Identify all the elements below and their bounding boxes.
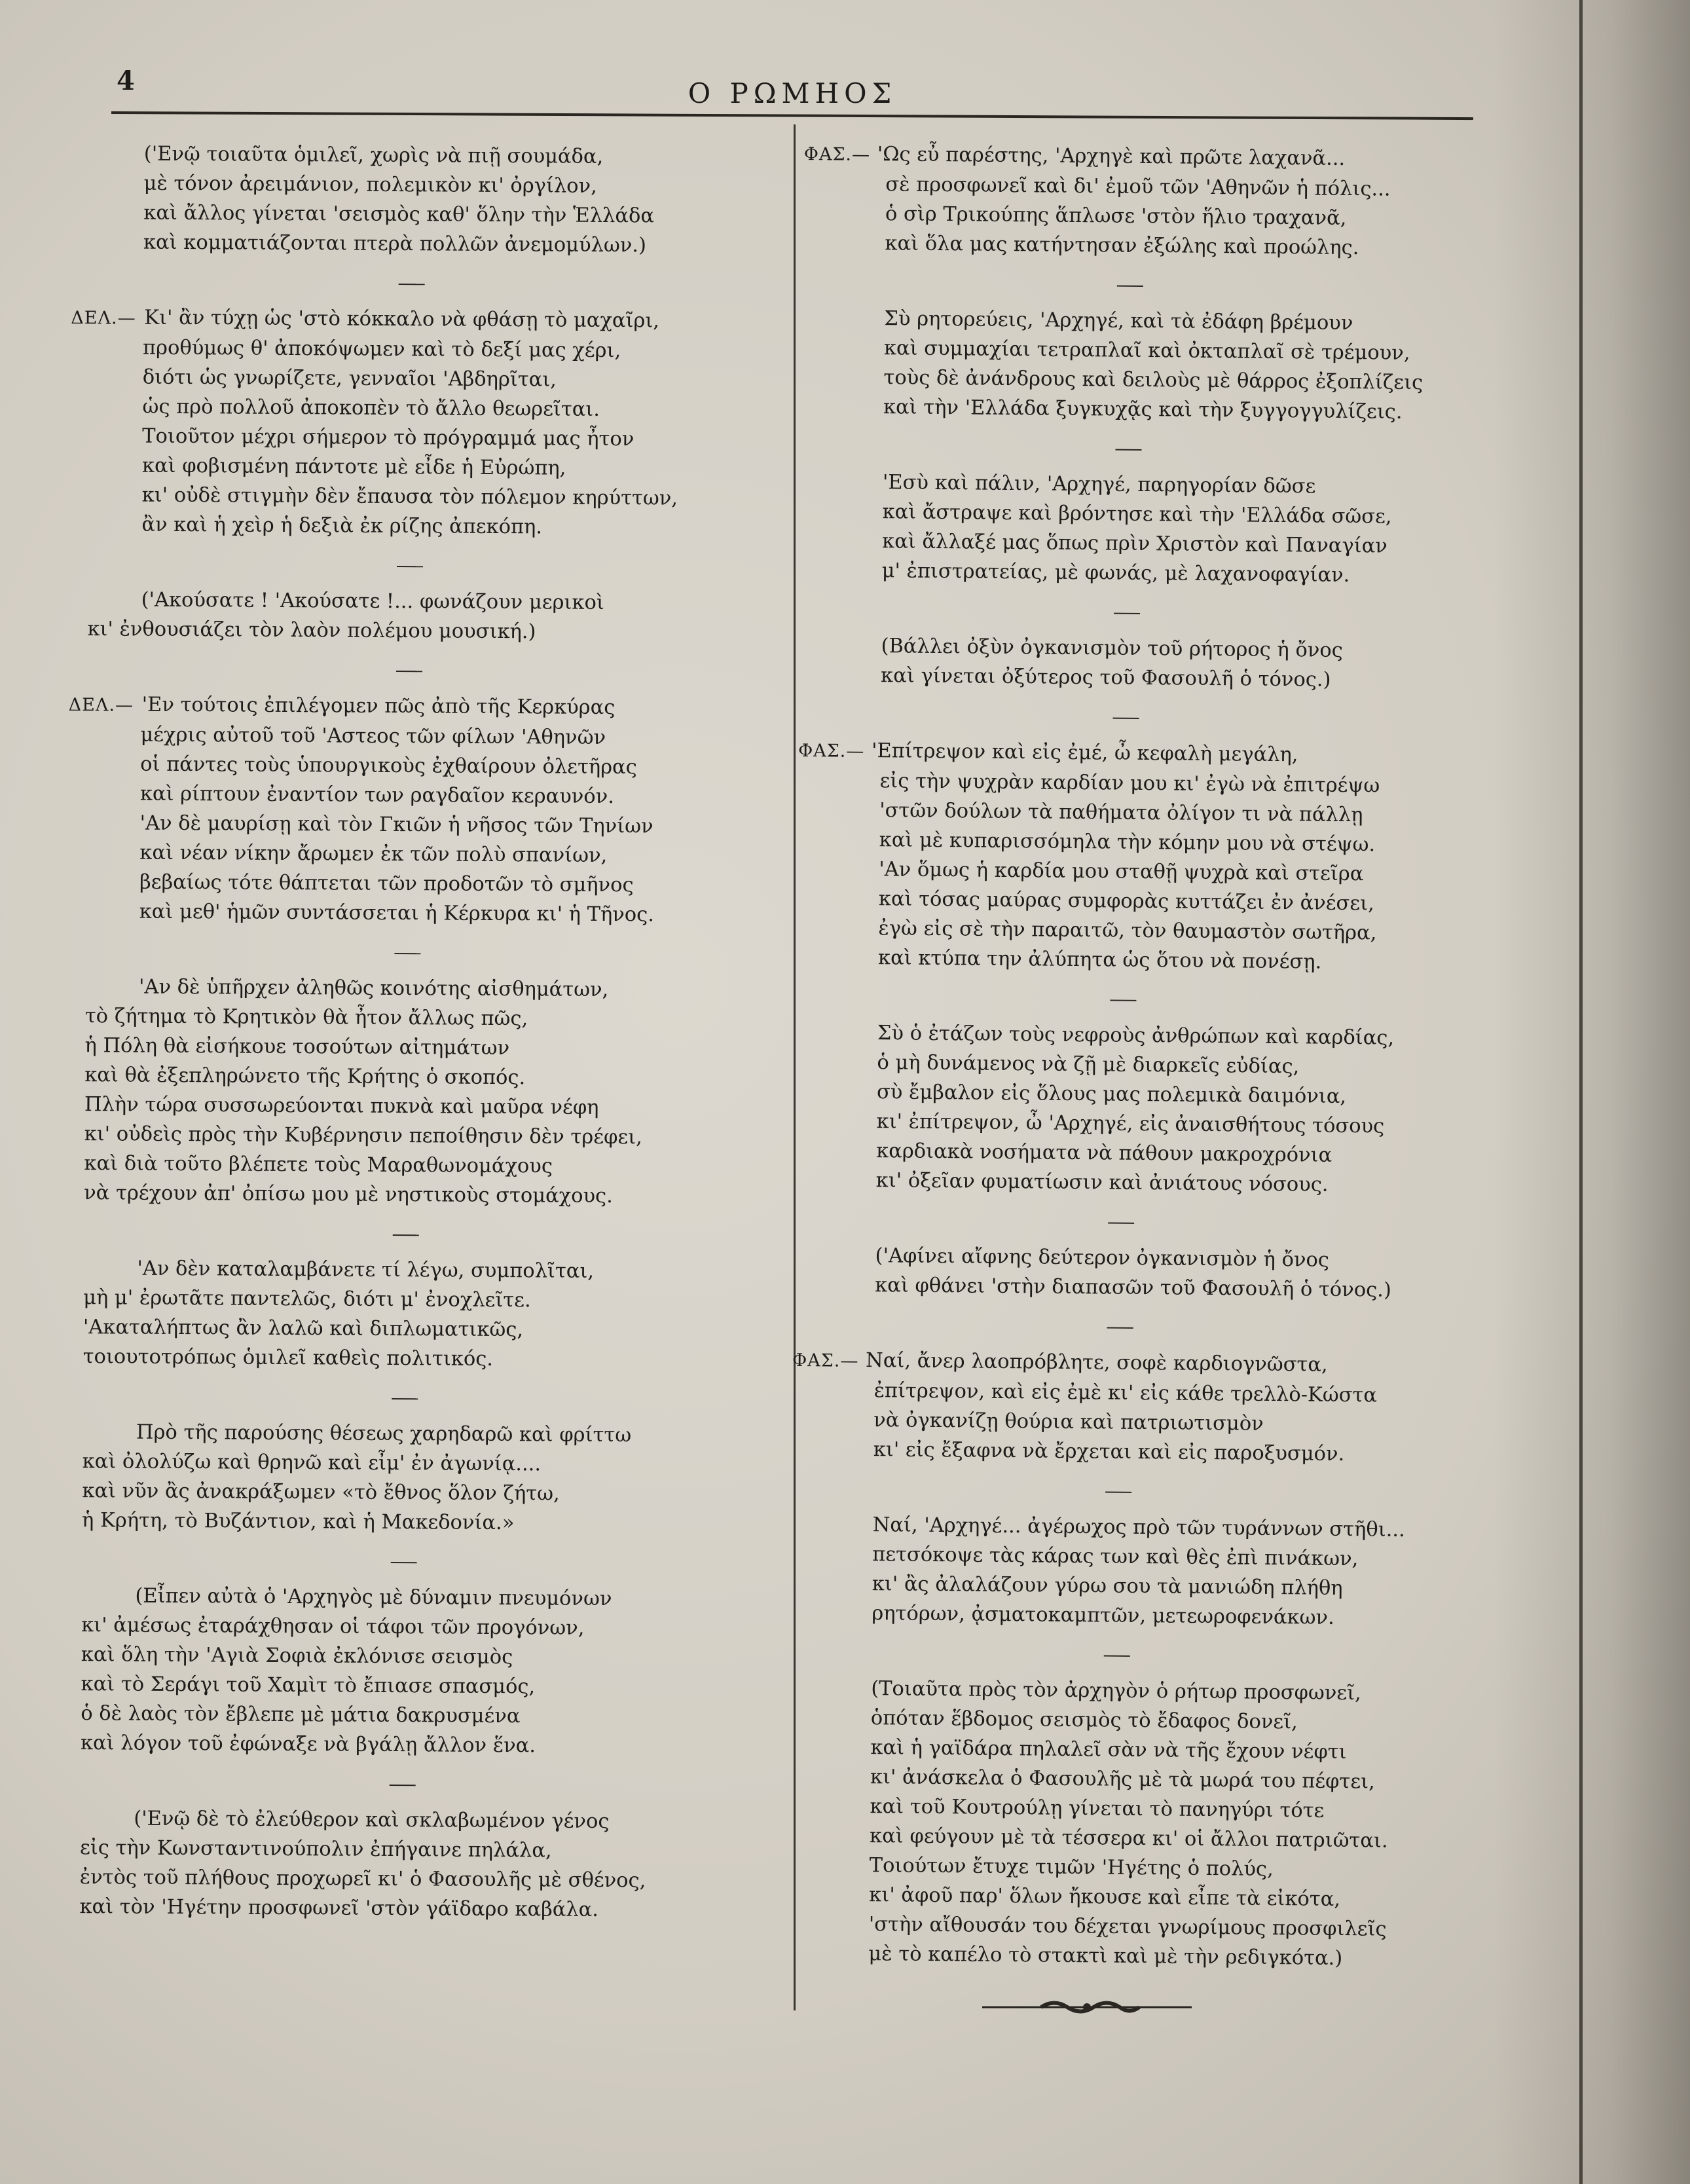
verse-line: νὰ ὀγκανίζῃ θούρια καὶ πατριωτισμὸν (873, 1409, 1264, 1435)
section-dash (393, 1234, 419, 1236)
verse-line: ἂν καὶ ἡ χεὶρ ἡ δεξιὰ ἐκ ρίζης ἀπεκόπη. (141, 513, 543, 539)
verse-line: Πρὸ τῆς παρούσης θέσεως χαρηδαρῶ καὶ φρίττω (136, 1420, 632, 1447)
verse-line: Ναί, 'Αρχηγέ... ἀγέρωχος πρὸ τῶν τυράννων στῆθι... (872, 1513, 1405, 1542)
verse-stanza (790, 1509, 1498, 1634)
verse-line: καὶ ρίπτουν ἐναντίον των ραγδαῖον κεραυνόν. (139, 782, 615, 809)
section-dash (1113, 718, 1139, 719)
verse-line: καὶ φθάνει 'στὴν διαπασῶν τοῦ Φασουλῆ ὁ τόνος.) (875, 1274, 1392, 1302)
verse-line: ('Ενῷ δὲ τὸ ἐλεύθερον καὶ σκλαβωμένον γένος (134, 1807, 610, 1834)
right-column (786, 139, 1511, 1999)
verse-line: κι' ἐνθουσιάζει τὸν λαὸν πολέμου μουσική.) (87, 618, 536, 644)
verse-line: ὁπόταν ἕβδομος σεισμὸς τὸ ἔδαφος δονεῖ, (870, 1707, 1298, 1734)
verse-line: Σὺ ὁ ἐτάζων τοὺς νεφροὺς ἀνθρώπων καὶ καρδίας, (877, 1022, 1395, 1050)
section-dash (1105, 1492, 1131, 1493)
verse-line: 'Αν ὅμως ἡ καρδία μου σταθῇ ψυχρὰ καὶ στεῖρα (879, 858, 1364, 886)
verse-line: καὶ κτύπα την ἀλύπητα ὡς ὅτου νὰ πονέσῃ. (877, 946, 1322, 974)
verse-line: κι' ἐπίτρεψον, ὦ 'Αρχηγέ, εἰς ἀναισθήτους τόσους (876, 1110, 1385, 1138)
page-number: 4 (117, 65, 135, 96)
verse-line: μὲ τόνον ἀρειμάνιον, πολεμικὸν κι' ὀργίλον, (143, 172, 597, 198)
verse-line: μὴ μ' ἐρωτᾶτε παντελῶς, διότι μ' ἐνοχλεῖτε. (83, 1286, 531, 1312)
verse-text: Κι' ἂν τύχῃ ὡς 'στὸ κόκκαλο νὰ φθάσῃ τὸ μαχαῖρι, (144, 306, 660, 333)
header-rule (111, 111, 1473, 120)
verse-line: ('Ακούσατε ! 'Ακούσατε !... φωνάζουν μερικοὶ (141, 588, 604, 614)
section-dash (391, 1562, 417, 1563)
verse-line (71, 303, 771, 337)
verse-line: καὶ νέαν νίκην ἄρωμεν ἐκ τῶν πολὺ σπανίων, (139, 841, 608, 868)
section-dash (1104, 1656, 1130, 1657)
verse-stanza (796, 735, 1505, 978)
verse-line: κι' ὀξεῖαν φυματίωσιν καὶ ἀνιάτους νόσους. (875, 1169, 1329, 1196)
verse-line: σὲ προσφωνεῖ καὶ δι' ἐμοῦ τῶν 'Αθηνῶν ἡ πόλις... (885, 173, 1391, 201)
verse-line (69, 690, 769, 724)
verse-line: Σὺ ρητορεύεις, 'Αρχηγέ, καὶ τὰ ἐδάφη βρέμουν (884, 307, 1353, 335)
verse-line: καὶ μὲ κυπαρισσόμηλα τὴν κόμην μου νὰ στέψω. (879, 828, 1376, 857)
section-dash (1115, 449, 1141, 451)
verse-line: κι' ἀνάσκελα ὁ Φασουλῆς μὲ τὰ μωρά του πέφτει, (870, 1766, 1375, 1794)
verse-line: μέχρις αὐτοῦ τοῦ 'Αστεος τῶν φίλων 'Αθηνῶν (140, 723, 606, 749)
verse-line: (Τοιαῦτα πρὸς τὸν ἀρχηγὸν ὁ ρήτωρ προσφωνεῖ, (871, 1677, 1361, 1705)
verse-line: καὶ συμμαχίαι τετραπλαῖ καὶ ὀκταπλαῖ σὲ τρέμουν, (883, 337, 1410, 365)
left-column (61, 139, 773, 1950)
verse-stanza (69, 585, 770, 648)
verse-line: καὶ ἄλλαξέ μας ὅπως πρὶν Χριστὸν καὶ Παναγίαν (881, 530, 1387, 558)
verse-line: κι' ἀμέσως ἐταράχθησαν οἱ τάφοι τῶν προγόνων, (81, 1614, 585, 1640)
verse-line: 'Αν δὲν καταλαμβάνετε τί λέγω, συμπολῖται, (137, 1257, 595, 1283)
verse-line: ρητόρων, ᾀσματοκαμπτῶν, μετεωροφενάκων. (872, 1602, 1334, 1629)
verse-line: καὶ τὸν 'Ηγέτην προσφωνεῖ 'στὸν γάϊδαρο καβάλα. (79, 1895, 599, 1921)
verse-line: καὶ γίνεται ὀξύτερος τοῦ Φασουλῆ ὁ τόνος.) (880, 664, 1331, 692)
section-dash (392, 1398, 418, 1399)
verse-line: καὶ ἄλλος γίνεται 'σεισμὸς καθ' ὅλην τὴν Ἑλλάδα (143, 201, 655, 228)
verse-line: τοιουτοτρόπως ὁμιλεῖ καθεὶς πολιτικός. (83, 1345, 494, 1371)
verse-line: ('Ενῷ τοιαῦτα ὁμιλεῖ, χωρὶς νὰ πιῇ σουμάδα, (143, 142, 604, 168)
section-dash (396, 671, 422, 672)
section-dash (1114, 613, 1140, 614)
verse-line: νὰ τρέχουν ἀπ' ὀπίσω μου μὲ νηστικοὺς στομάχους. (84, 1181, 613, 1208)
verse-line: καὶ διὰ τοῦτο βλέπετε τοὺς Μαραθωνομάχους (84, 1152, 553, 1178)
verse-line: κι' ἂς ἀλαλάζουν γύρω σου τὰ μανιώδη πλήθη (872, 1572, 1343, 1600)
verse-line: καὶ κομματιάζονται πτερὰ πολλῶν ἀνεμομύλων.) (143, 231, 647, 257)
verse-stanza (62, 1581, 764, 1762)
verse-line: καὶ θὰ ἐξεπληρώνετο τῆς Κρήτης ὁ σκοπός. (84, 1064, 526, 1090)
section-dash (1117, 286, 1143, 287)
verse-line: 'στῶν δούλων τὰ παθήματα ὀλίγον τι νὰ πάλλῃ (879, 799, 1363, 827)
verse-line: τοὺς δὲ ἀνάνδρους καὶ δειλοὺς μὲ θάρρος ἐξοπλίζεις (883, 366, 1424, 395)
masthead-title: Ο ΡΩΜΗΟΣ (688, 77, 897, 109)
verse-stanza (794, 1018, 1503, 1201)
verse-stanza (799, 467, 1508, 591)
verse-line: πετσόκοψε τὰς κάρας των καὶ θὲς ἐπὶ πινάκων, (872, 1543, 1359, 1571)
verse-line: κι' ἀφοῦ παρ' ὅλων ἤκουσε καὶ εἶπε τὰ εἰκότα, (869, 1883, 1341, 1911)
verse-line: καὶ φοβισμένη πάντοτε μὲ εἶδε ἡ Εὐρώπη, (141, 454, 566, 480)
verse-stanza (71, 139, 773, 261)
verse-text: Ναί, ἄνερ λαοπρόβλητε, σοφὲ καρδιογνῶστα, (865, 1348, 1328, 1377)
verse-line: ἡ Κρήτη, τὸ Βυζάντιον, καὶ ἡ Μακεδονία.» (82, 1509, 515, 1535)
section-dash (397, 566, 423, 567)
verse-text: 'Επίτρεψον καὶ εἰς ἐμέ, ὦ κεφαλὴ μεγάλη, (871, 739, 1298, 767)
verse-stanza (69, 303, 771, 544)
verse-line: (Βάλλει ὀξὺν ὀγκανισμὸν τοῦ ρήτορος ἡ ὄνος (881, 635, 1343, 662)
verse-line: ἐπίτρεψον, καὶ εἰς ἐμὲ κι' εἰς κάθε τρελλὸ-Κώστα (873, 1379, 1378, 1407)
verse-stanza (786, 1673, 1496, 1974)
verse-line: εἰς τὴν Κωνσταντινούπολιν ἐπήγαινε πηλάλα, (79, 1836, 552, 1862)
verse-line: 'Εσὺ καὶ πάλιν, 'Αρχηγέ, παρηγορίαν δῶσε (882, 471, 1316, 498)
verse-line: σὺ ἔμβαλον εἰς ὅλους μας πολεμικὰ δαιμόνια, (876, 1081, 1347, 1109)
verse-line: 'Ακαταλήπτως ἂν λαλῶ καὶ διπλωματικῶς, (83, 1316, 524, 1342)
verse-line: 'Αν δὲ μαυρίσῃ καὶ τὸν Γκιῶν ἡ νῆσος τῶν Τηνίων (139, 811, 653, 838)
verse-line: καρδιακὰ νοσήματα νὰ πάθουν μακροχρόνια (876, 1139, 1332, 1167)
section-dash (1107, 1327, 1133, 1329)
verse-line: προθύμως θ' ἀποκόψωμεν καὶ τὸ δεξί μας χέρι, (142, 336, 621, 363)
verse-stanza (65, 1253, 766, 1376)
verse-line: εἰς τὴν ψυχρὰν καρδίαν μου κι' ἐγὼ νὰ ἐπιτρέψω (879, 769, 1380, 798)
speaker-label: ΔΕΛ.— (68, 694, 134, 716)
verse-stanza (803, 139, 1511, 264)
verse-line: καὶ τόσας μαύρας συμφορὰς κυττάζει ἐν ἀνέσει, (878, 887, 1374, 916)
verse-line: καὶ ὀλολύζω καὶ θρηνῶ καὶ εἶμ' ἐν ἀγωνίᾳ.... (82, 1450, 542, 1476)
speaker-label: ΦΑΣ.— (798, 740, 865, 762)
verse-line: ὡς πρὸ πολλοῦ ἀποκοπὲν τὸ ἄλλο θεωρεῖται. (142, 395, 600, 421)
verse-text: 'Εν τούτοις ἐπιλέγομεν πῶς ἀπὸ τῆς Κερκύρας (141, 693, 615, 720)
verse-line: ὁ μὴ δυνάμενος νὰ ζῇ μὲ διαρκεῖς εὐδίας, (877, 1051, 1300, 1079)
verse-line: καὶ τὴν 'Ελλάδα ξυγκυχᾷς καὶ τὴν ξυγγογγυλίζεις. (883, 396, 1403, 424)
verse-line: διότι ὡς γνωρίζετε, γενναῖοι 'Αβδηρῖται, (142, 365, 557, 392)
verse-line: Τοιοῦτον μέχρι σήμερον τὸ πρόγραμμά μας ἦτον (142, 424, 634, 451)
verse-line: Τοιούτων ἔτυχε τιμῶν 'Ηγέτης ὁ πολύς, (869, 1854, 1274, 1881)
verse-line: καὶ ἡ γαϊδάρα πηλαλεῖ σὰν νὰ τῆς ἔχουν νέφτι (870, 1736, 1347, 1764)
verse-stanza (65, 972, 767, 1212)
verse-line: καὶ τὸ Σεράγι τοῦ Χαμὶτ τὸ ἔπιασε σπασμός, (81, 1673, 536, 1699)
verse-line: 'Αν δὲ ὑπῆρχεν ἀληθῶς κοινότης αἰσθημάτων, (138, 975, 609, 1002)
speaker-label: ΦΑΣ.— (803, 143, 871, 165)
verse-line: τὸ ζήτημα τὸ Κρητικὸν θὰ ἦτον ἄλλως πῶς, (84, 1005, 528, 1031)
end-ornament (982, 1997, 1192, 2017)
verse-line: ἐγὼ εἰς σὲ τὴν παραιτῶ, τὸν θαυμαστὸν σωτῆρα, (878, 917, 1377, 945)
verse-line: 'στὴν αἴθουσάν του δέχεται γνωρίμους προσφιλεῖς (868, 1913, 1387, 1941)
verse-line: ('Αφίνει αἴφνης δεύτερον ὀγκανισμὸν ἡ ὄνος (875, 1244, 1330, 1272)
verse-line: μ' ἐπιστρατείας, μὲ φωνάς, μὲ λαχανοφαγίαν. (881, 559, 1350, 587)
verse-line: (Εἶπεν αὐτὰ ὁ 'Αρχηγὸς μὲ δύναμιν πνευμόνων (135, 1584, 612, 1611)
verse-line: ὁ δὲ λαὸς τὸν ἔβλεπε μὲ μάτια δακρυσμένα (81, 1702, 521, 1728)
verse-line: κι' οὐδεὶς πρὸς τὴν Κυβέρνησιν πεποίθησιν δὲν τρέφει, (84, 1122, 642, 1149)
binding-shadow (1494, 0, 1690, 2184)
verse-line: βεβαίως τότε θάπτεται τῶν προδοτῶν τὸ σμῆνος (139, 870, 634, 897)
verse-line: ὁ σὶρ Τρικούπης ἅπλωσε 'στὸν ἥλιο τραχανᾶ, (885, 202, 1347, 230)
verse-stanza (801, 303, 1510, 428)
verse-line: καὶ ἄστραψε καὶ βρόντησε καὶ τὴν 'Ελλάδα σῶσε, (882, 500, 1392, 528)
speaker-label: ΔΕΛ.— (71, 307, 136, 329)
verse-line: ἡ Πόλη θὰ εἰσήκουε τοσούτων αἰτημάτων (84, 1034, 510, 1060)
section-dash (1110, 1000, 1136, 1001)
verse-line: Πλὴν τώρα συσσωρεύονται πυκνὰ καὶ μαῦρα νέφη (84, 1093, 599, 1119)
verse-stanza (799, 631, 1507, 696)
verse-line: καὶ τοῦ Κουτρούλῃ γίνεται τὸ πανηγύρι τότε (870, 1795, 1325, 1823)
section-dash (394, 953, 420, 954)
speaker-label: ΦΑΣ.— (792, 1350, 859, 1371)
verse-line: ἐντὸς τοῦ πλήθους προχωρεῖ κι' ὁ Φασουλῆς μὲ σθένος, (79, 1866, 646, 1893)
section-dash (1108, 1223, 1134, 1224)
verse-line: μὲ τὸ καπέλο τὸ στακτὶ καὶ μὲ τὴν ρεδιγκότα.) (868, 1942, 1343, 1971)
verse-line: καὶ ὅλα μας κατήντησαν ἐξώλης καὶ προώλης. (885, 232, 1359, 260)
verse-stanza (67, 690, 769, 931)
section-dash (390, 1785, 416, 1786)
verse-stanza (793, 1240, 1501, 1306)
verse-text: 'Ως εὖ παρέστης, 'Αρχηγὲ καὶ πρῶτε λαχανᾶ... (877, 143, 1346, 170)
verse-line: καὶ ὅλη τὴν 'Αγιὰ Σοφιὰ ἐκλόνισε σεισμὸς (81, 1643, 513, 1669)
verse-stanza (64, 1417, 765, 1540)
verse-line: καὶ φεύγουν μὲ τὰ τέσσερα κι' οἱ ἄλλοι πατριῶται. (869, 1824, 1388, 1853)
section-dash (399, 284, 425, 285)
verse-line: οἱ πάντες τοὺς ὑπουργικοὺς ἐχθαίρουν ὀλετῆρας (140, 752, 637, 779)
verse-stanza (61, 1804, 762, 1926)
verse-line: καὶ νῦν ἂς ἀνακράξωμεν «τὸ ἔθνος ὅλον ζήτω, (82, 1479, 560, 1506)
verse-stanza (792, 1345, 1500, 1470)
verse-line: κι' οὐδὲ στιγμὴν δὲν ἔπαυσα τὸν πόλεμον κηρύττων, (141, 483, 678, 510)
verse-line: κι' εἰς ἔξαφνα νὰ ἔρχεται καὶ εἰς παροξυσμόν. (873, 1438, 1345, 1466)
verse-line: καὶ μεθ' ἡμῶν συντάσσεται ἡ Κέρκυρα κι' ἡ Τῆνος. (139, 900, 655, 927)
binding-edge (1579, 0, 1583, 2184)
verse-line: καὶ λόγον τοῦ ἐφώναξε νὰ βγάλῃ ἄλλον ἕνα. (80, 1731, 536, 1758)
